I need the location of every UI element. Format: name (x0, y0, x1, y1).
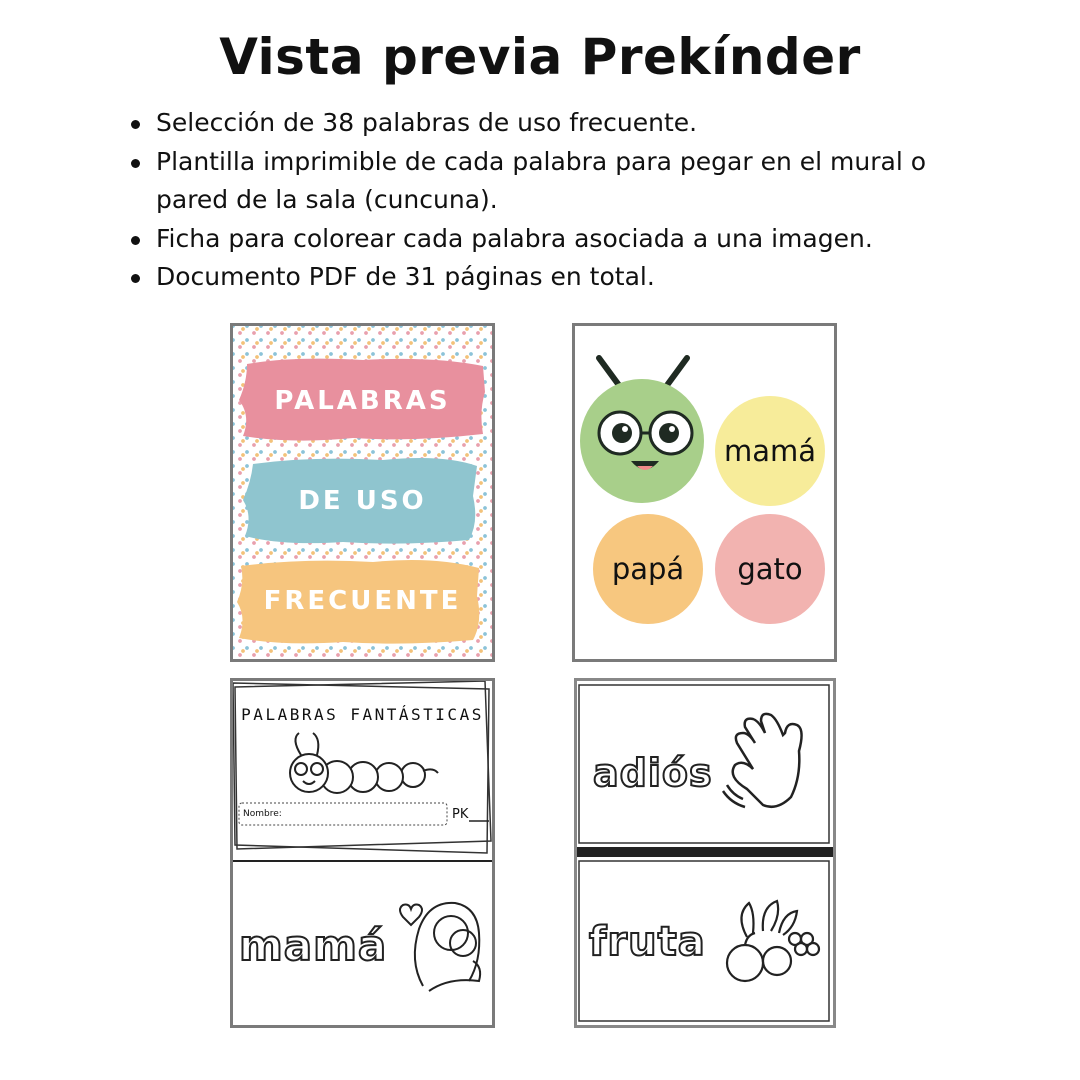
list-item: Plantilla imprimible de cada palabra para pegar en el mural o pared de la sala (cuncuna). (130, 143, 990, 220)
worksheet-frame (233, 681, 492, 1025)
preview-word-cards-page (572, 323, 837, 662)
name-field-label: Nombre: (243, 809, 282, 819)
card-dividers (577, 681, 833, 1025)
list-item: Selección de 38 palabras de uso frecuente. (130, 104, 990, 143)
class-label: PK (452, 807, 469, 822)
word-label: mamá (723, 434, 817, 468)
preview-cover-page (230, 323, 495, 662)
word-label: gato (737, 552, 803, 586)
word-card-fruta: fruta (589, 919, 706, 965)
list-item: Ficha para colorear cada palabra asociada a una imagen. (130, 220, 990, 259)
list-item: Documento PDF de 31 páginas en total. (130, 258, 990, 297)
word-circle-gato (715, 514, 825, 624)
preview-word-outline-page (574, 678, 836, 1028)
cover-title-line3: FRECUENTE (263, 586, 462, 616)
word-label: papá (611, 552, 685, 586)
page-title: Vista previa Prekínder (219, 28, 861, 86)
cover-title-line2: DE USO (298, 486, 427, 516)
worksheet-heading: PALABRAS FANTÁSTICAS (241, 705, 484, 724)
feature-list (130, 104, 990, 297)
word-card-adios: adiós (593, 751, 713, 795)
worksheet-word: mamá (239, 921, 388, 970)
preview-worksheet-page (230, 678, 495, 1028)
cover-title-line1: PALABRAS (274, 386, 451, 416)
word-circle-papa (593, 514, 703, 624)
fruit-icon (727, 901, 819, 981)
waving-hand-icon (723, 714, 802, 807)
word-circle-mama (715, 396, 825, 506)
